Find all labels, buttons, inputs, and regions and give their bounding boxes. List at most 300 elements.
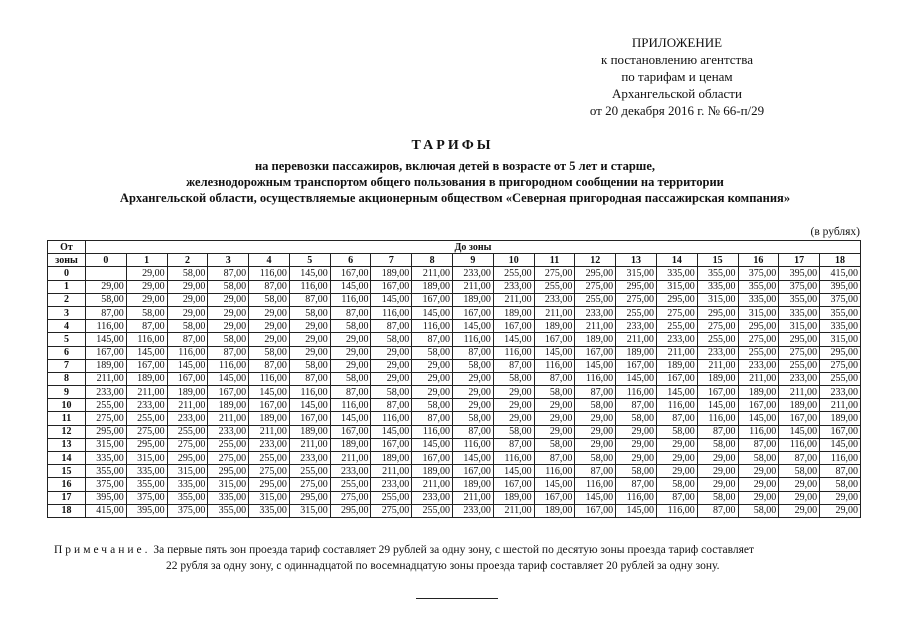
tariff-cell: 211,00: [738, 372, 779, 385]
tariff-cell: 58,00: [412, 399, 453, 412]
tariff-cell: 116,00: [616, 386, 657, 399]
table-header-row: [48, 241, 861, 254]
tariff-cell: 189,00: [86, 359, 127, 372]
tariff-cell: 58,00: [208, 333, 249, 346]
table-row: [48, 491, 861, 504]
tariff-cell: 29,00: [656, 452, 697, 465]
tariff-cell: 295,00: [126, 438, 167, 451]
tariff-cell: 189,00: [575, 333, 616, 346]
tariff-cell: 87,00: [208, 267, 249, 280]
tariff-cell: 116,00: [820, 452, 861, 465]
tariff-cell: 189,00: [371, 452, 412, 465]
tariff-cell: 233,00: [575, 306, 616, 319]
tariff-cell: 87,00: [371, 399, 412, 412]
document-title: ТАРИФЫ: [411, 138, 494, 153]
from-zone-cell: 8: [48, 372, 86, 385]
tariff-cell: 58,00: [616, 465, 657, 478]
tariff-cell: 29,00: [371, 346, 412, 359]
tariff-cell: 335,00: [249, 504, 290, 517]
tariff-cell: 375,00: [126, 491, 167, 504]
tariff-cell: 315,00: [126, 452, 167, 465]
tariff-cell: 29,00: [616, 425, 657, 438]
zone-column-header: 1: [126, 254, 167, 267]
tariff-cell: 295,00: [656, 293, 697, 306]
from-zone-cell: 4: [48, 320, 86, 333]
tariff-cell: 255,00: [534, 280, 575, 293]
tariff-cell: 167,00: [575, 346, 616, 359]
tariff-cell: 275,00: [534, 267, 575, 280]
from-zone-cell: 3: [48, 306, 86, 319]
tariff-cell: 335,00: [167, 478, 208, 491]
tariff-cell: 275,00: [697, 320, 738, 333]
tariff-cell: 189,00: [616, 346, 657, 359]
tariff-cell: 145,00: [86, 333, 127, 346]
tariff-cell: 87,00: [289, 372, 330, 385]
tariff-cell: 145,00: [656, 386, 697, 399]
tariff-cell: 29,00: [697, 452, 738, 465]
tariff-cell: 255,00: [820, 372, 861, 385]
tariff-cell: 233,00: [616, 320, 657, 333]
from-zone-cell: 7: [48, 359, 86, 372]
appendix-date-line: от 20 декабря 2016 г. № 66-п/29: [589, 103, 765, 118]
tariff-cell: 167,00: [493, 478, 534, 491]
tariff-cell: 295,00: [249, 478, 290, 491]
subtitle-line: Архангельской области, осуществляемые акционерным обществом «Северная пригородная пассажирская компания»: [119, 191, 791, 205]
tariff-cell: 275,00: [616, 293, 657, 306]
appendix-heading: ПРИЛОЖЕНИЕ: [631, 35, 723, 50]
tariff-cell: 116,00: [493, 346, 534, 359]
tariff-cell: 116,00: [412, 320, 453, 333]
tariff-cell: 116,00: [616, 491, 657, 504]
tariff-cell: 58,00: [656, 425, 697, 438]
tariff-cell: 145,00: [289, 267, 330, 280]
tariff-cell: 395,00: [86, 491, 127, 504]
from-zone-header: От: [48, 241, 86, 254]
tariff-cell: 58,00: [208, 280, 249, 293]
tariff-cell: 58,00: [656, 478, 697, 491]
tariff-cell: 275,00: [86, 412, 127, 425]
note-block: [54, 542, 874, 574]
tariff-cell: 167,00: [249, 399, 290, 412]
tariff-cell: 87,00: [453, 425, 494, 438]
tariff-cell: 275,00: [208, 452, 249, 465]
tariff-cell: 295,00: [697, 306, 738, 319]
tariff-cell: 29,00: [453, 386, 494, 399]
tariff-cell: 29,00: [126, 267, 167, 280]
table-row: [48, 478, 861, 491]
units-label: (в рублях): [810, 226, 860, 238]
tariff-cell: 189,00: [493, 491, 534, 504]
table-row: [48, 346, 861, 359]
tariff-cell: 29,00: [289, 320, 330, 333]
tariff-cell: 87,00: [126, 320, 167, 333]
tariff-cell: 167,00: [86, 346, 127, 359]
tariff-cell: 167,00: [330, 267, 371, 280]
tariff-cell: 355,00: [126, 478, 167, 491]
tariff-cell: 29,00: [167, 280, 208, 293]
tariff-cell: 29,00: [453, 399, 494, 412]
zones-label-header: зоны: [48, 254, 86, 267]
tariff-cell: 211,00: [616, 333, 657, 346]
tariff-cell: 395,00: [126, 504, 167, 517]
note-label: Примечание.: [54, 544, 151, 556]
tariff-cell: 145,00: [453, 320, 494, 333]
tariff-cell: 315,00: [249, 491, 290, 504]
tariff-cell: 145,00: [534, 478, 575, 491]
tariff-cell: 29,00: [330, 333, 371, 346]
tariff-cell: 29,00: [820, 491, 861, 504]
tariff-cell: 29,00: [330, 359, 371, 372]
tariff-cell: 87,00: [779, 452, 820, 465]
tariff-cell: 233,00: [412, 491, 453, 504]
tariff-cell: 29,00: [616, 438, 657, 451]
tariff-cell: 87,00: [453, 346, 494, 359]
tariff-cell: 58,00: [534, 438, 575, 451]
tariff-cell: 87,00: [738, 438, 779, 451]
tariff-cell: 189,00: [738, 386, 779, 399]
tariff-cell: 211,00: [493, 504, 534, 517]
zone-column-header: 4: [249, 254, 290, 267]
appendix-block: [547, 34, 807, 119]
tariff-cell: 355,00: [167, 491, 208, 504]
tariff-cell: 87,00: [493, 438, 534, 451]
from-zone-cell: 16: [48, 478, 86, 491]
tariff-cell: 58,00: [493, 372, 534, 385]
zone-column-header: 0: [86, 254, 127, 267]
tariff-cell: 211,00: [208, 412, 249, 425]
tariff-cell: 58,00: [86, 293, 127, 306]
tariff-cell: 211,00: [453, 491, 494, 504]
zone-column-header: 2: [167, 254, 208, 267]
tariff-cell: 87,00: [575, 465, 616, 478]
zone-column-header: 13: [616, 254, 657, 267]
tariff-cell: 29,00: [249, 320, 290, 333]
table-row: [48, 372, 861, 385]
tariff-cell: 189,00: [167, 386, 208, 399]
tariff-cell: 315,00: [616, 267, 657, 280]
tariff-cell: 58,00: [126, 306, 167, 319]
tariff-cell: 87,00: [249, 280, 290, 293]
tariff-cell: 275,00: [779, 346, 820, 359]
tariff-cell: 116,00: [738, 425, 779, 438]
tariff-cell: 189,00: [453, 293, 494, 306]
tariff-cell: 29,00: [167, 293, 208, 306]
tariff-cell: 29,00: [249, 333, 290, 346]
tariff-cell: 29,00: [249, 306, 290, 319]
tariff-cell: 335,00: [697, 280, 738, 293]
tariff-cell: 87,00: [412, 333, 453, 346]
tariff-cell: 233,00: [167, 412, 208, 425]
zone-column-header: 18: [820, 254, 861, 267]
tariff-cell: 145,00: [249, 386, 290, 399]
tariff-cell: 295,00: [167, 452, 208, 465]
zone-column-header: 15: [697, 254, 738, 267]
tariff-cell: 29,00: [738, 465, 779, 478]
tariff-cell: 255,00: [575, 293, 616, 306]
zone-column-header: 6: [330, 254, 371, 267]
tariff-cell: 58,00: [697, 491, 738, 504]
zone-column-header: 16: [738, 254, 779, 267]
tariff-cell: 116,00: [534, 359, 575, 372]
tariff-cell: 29,00: [126, 280, 167, 293]
tariff-cell: 167,00: [534, 491, 575, 504]
tariff-cell: 335,00: [820, 320, 861, 333]
tariff-cell: 375,00: [738, 267, 779, 280]
tariff-cell: 211,00: [249, 425, 290, 438]
tariff-cell: 87,00: [697, 425, 738, 438]
tariff-cell: 145,00: [412, 438, 453, 451]
tariff-cell: 415,00: [820, 267, 861, 280]
tariff-cell: 145,00: [167, 359, 208, 372]
tariff-cell: 315,00: [820, 333, 861, 346]
tariff-cell: 295,00: [330, 504, 371, 517]
tariff-cell: 116,00: [779, 438, 820, 451]
tariff-cell: 167,00: [412, 293, 453, 306]
tariff-cell: 167,00: [779, 412, 820, 425]
tariff-cell: 275,00: [575, 280, 616, 293]
tariff-cell: 189,00: [371, 267, 412, 280]
tariff-cell: 145,00: [616, 372, 657, 385]
tariff-cell: 375,00: [86, 478, 127, 491]
tariff-cell: 211,00: [167, 399, 208, 412]
tariff-cell: 29,00: [371, 359, 412, 372]
end-rule: [416, 598, 498, 599]
tariff-cell: 145,00: [289, 399, 330, 412]
tariff-cell: 315,00: [697, 293, 738, 306]
note-line-2: 22 рубля за одну зону, с одиннадцатой по восемнадцатую зоны проезда тариф составляет 20 рублей за одну зону.: [166, 560, 720, 572]
table-row: [48, 412, 861, 425]
tariff-cell: 87,00: [575, 386, 616, 399]
tariff-cell: 87,00: [697, 504, 738, 517]
tariff-cell: 189,00: [330, 438, 371, 451]
tariff-cell: 29,00: [779, 504, 820, 517]
table-row: [48, 320, 861, 333]
tariff-cell: 167,00: [697, 386, 738, 399]
tariff-cell: 233,00: [697, 346, 738, 359]
tariff-cell: 189,00: [534, 504, 575, 517]
tariff-cell: 295,00: [86, 425, 127, 438]
tariff-cell: 29,00: [493, 412, 534, 425]
tariff-cell: 29,00: [208, 306, 249, 319]
tariff-cell: 167,00: [575, 504, 616, 517]
tariff-cell: 87,00: [249, 359, 290, 372]
tariff-cell: 315,00: [656, 280, 697, 293]
tariff-cell: 355,00: [820, 306, 861, 319]
tariff-cell: 415,00: [86, 504, 127, 517]
tariff-cell: 355,00: [697, 267, 738, 280]
tariff-cell: 211,00: [289, 438, 330, 451]
table-row: [48, 306, 861, 319]
table-row: [48, 465, 861, 478]
tariff-cell: 375,00: [167, 504, 208, 517]
tariff-cell: 87,00: [534, 372, 575, 385]
from-zone-cell: 18: [48, 504, 86, 517]
table-row: [48, 386, 861, 399]
tariff-cell: 116,00: [371, 412, 412, 425]
tariff-cell: 29,00: [412, 359, 453, 372]
tariff-cell: 29,00: [575, 425, 616, 438]
tariff-cell: 29,00: [575, 438, 616, 451]
tariff-cell: 116,00: [249, 372, 290, 385]
tariff-cell: 29,00: [289, 346, 330, 359]
tariff-cell: 58,00: [249, 293, 290, 306]
tariff-cell: 315,00: [167, 465, 208, 478]
tariff-cell: 295,00: [208, 465, 249, 478]
tariff-cell: 29,00: [616, 452, 657, 465]
tariff-cell: 255,00: [779, 359, 820, 372]
tariff-cell: 29,00: [330, 346, 371, 359]
tariff-cell: 58,00: [697, 438, 738, 451]
table-row: [48, 438, 861, 451]
from-zone-cell: 5: [48, 333, 86, 346]
tariff-cell: 58,00: [779, 465, 820, 478]
tariff-cell: 58,00: [167, 320, 208, 333]
tariff-cell: 87,00: [656, 491, 697, 504]
appendix-line: по тарифам и ценам: [621, 69, 733, 84]
zone-column-header: 5: [289, 254, 330, 267]
tariff-cell: 145,00: [330, 412, 371, 425]
tariff-table: [47, 240, 861, 518]
tariff-cell: 29,00: [738, 478, 779, 491]
tariff-cell: 58,00: [289, 359, 330, 372]
tariff-cell: 116,00: [126, 333, 167, 346]
tariff-cell: 58,00: [820, 478, 861, 491]
tariff-cell: 211,00: [86, 372, 127, 385]
zone-column-header: 3: [208, 254, 249, 267]
tariff-cell: 167,00: [534, 333, 575, 346]
tariff-cell: 189,00: [289, 425, 330, 438]
tariff-cell: 29,00: [697, 465, 738, 478]
tariff-cell: 275,00: [249, 465, 290, 478]
tariff-cell: 87,00: [167, 333, 208, 346]
tariff-cell: 189,00: [820, 412, 861, 425]
subtitle-line: железнодорожным транспортом общего пользования в пригородном сообщении на территории: [186, 175, 724, 189]
tariff-cell: 189,00: [493, 306, 534, 319]
tariff-cell: 116,00: [412, 425, 453, 438]
tariff-cell: 189,00: [208, 399, 249, 412]
tariff-cell: 58,00: [371, 333, 412, 346]
tariff-cell: 116,00: [656, 399, 697, 412]
tariff-cell: 167,00: [371, 280, 412, 293]
tariff-cell: 87,00: [616, 399, 657, 412]
to-zone-header: До зоны: [86, 241, 861, 254]
tariff-cell: 29,00: [820, 504, 861, 517]
tariff-cell: 395,00: [820, 280, 861, 293]
tariff-cell: 116,00: [289, 280, 330, 293]
tariff-cell: 58,00: [493, 425, 534, 438]
tariff-cell: 58,00: [738, 452, 779, 465]
tariff-cell: 167,00: [330, 425, 371, 438]
tariff-cell: 58,00: [575, 399, 616, 412]
tariff-cell: 233,00: [656, 333, 697, 346]
tariff-cell: 167,00: [453, 465, 494, 478]
tariff-cell: 145,00: [575, 359, 616, 372]
tariff-cell: 116,00: [167, 346, 208, 359]
tariff-cell: 233,00: [289, 452, 330, 465]
tariff-cell: 233,00: [738, 359, 779, 372]
tariff-cell: 275,00: [330, 491, 371, 504]
zone-column-header: 17: [779, 254, 820, 267]
tariff-cell: 58,00: [371, 386, 412, 399]
table-row: [48, 399, 861, 412]
tariff-cell: 335,00: [208, 491, 249, 504]
tariff-cell: 29,00: [493, 399, 534, 412]
tariff-cell: 233,00: [371, 478, 412, 491]
tariff-cell: 189,00: [412, 465, 453, 478]
tariff-cell: 275,00: [167, 438, 208, 451]
from-zone-cell: 2: [48, 293, 86, 306]
tariff-cell: 87,00: [330, 386, 371, 399]
zone-column-header: 14: [656, 254, 697, 267]
tariff-cell: 145,00: [779, 425, 820, 438]
tariff-cell: 211,00: [820, 399, 861, 412]
tariff-cell: 189,00: [249, 412, 290, 425]
tariff-cell: 255,00: [371, 491, 412, 504]
tariff-cell: 145,00: [412, 306, 453, 319]
tariff-cell: 275,00: [820, 359, 861, 372]
from-zone-cell: 1: [48, 280, 86, 293]
tariff-cell: 58,00: [453, 359, 494, 372]
tariff-cell: 29,00: [534, 425, 575, 438]
tariff-cell: 58,00: [330, 320, 371, 333]
tariff-cell: 211,00: [493, 293, 534, 306]
tariff-cell: 255,00: [656, 320, 697, 333]
tariff-cell: 58,00: [738, 504, 779, 517]
tariff-cell: 58,00: [534, 386, 575, 399]
tariff-cell: 315,00: [208, 478, 249, 491]
tariff-cell: 315,00: [779, 320, 820, 333]
tariff-cell: 335,00: [86, 452, 127, 465]
tariff-cell: 29,00: [493, 386, 534, 399]
tariff-cell: 29,00: [779, 478, 820, 491]
tariff-cell: 145,00: [371, 425, 412, 438]
tariff-cell: 29,00: [656, 438, 697, 451]
tariff-cell: 29,00: [208, 293, 249, 306]
tariff-cell: 233,00: [330, 465, 371, 478]
tariff-cell: 116,00: [575, 478, 616, 491]
table-row: [48, 333, 861, 346]
tariff-cell: 335,00: [656, 267, 697, 280]
tariff-cell: 116,00: [208, 359, 249, 372]
note-text-1: За первые пять зон проезда тариф составляет 29 рублей за одну зону, с шестой по десятую зоны проезда тариф составляет: [153, 544, 755, 556]
tariff-cell: 189,00: [534, 320, 575, 333]
tariff-cell: 29,00: [412, 372, 453, 385]
tariff-cell: 145,00: [453, 452, 494, 465]
tariff-cell: 295,00: [575, 267, 616, 280]
tariff-cell: 29,00: [289, 333, 330, 346]
tariff-cell: 255,00: [616, 306, 657, 319]
tariff-cell: 29,00: [738, 491, 779, 504]
tariff-cell: 116,00: [534, 465, 575, 478]
tariff-cell: 255,00: [208, 438, 249, 451]
tariff-cell: 315,00: [289, 504, 330, 517]
tariff-cell: 295,00: [616, 280, 657, 293]
document-subtitle: [20, 158, 890, 206]
tariff-cell: 29,00: [412, 386, 453, 399]
zone-column-header: 7: [371, 254, 412, 267]
tariff-cell: 275,00: [289, 478, 330, 491]
tariff-cell: 167,00: [820, 425, 861, 438]
tariff-cell: 87,00: [371, 320, 412, 333]
tariff-cell: 145,00: [616, 504, 657, 517]
tariff-cell: 145,00: [575, 491, 616, 504]
tariff-cell: 29,00: [86, 280, 127, 293]
table-row: [48, 293, 861, 306]
tariff-cell: 58,00: [289, 306, 330, 319]
tariff-cell: 233,00: [453, 504, 494, 517]
zone-number-header-row: [48, 254, 861, 267]
tariff-cell: 255,00: [330, 478, 371, 491]
